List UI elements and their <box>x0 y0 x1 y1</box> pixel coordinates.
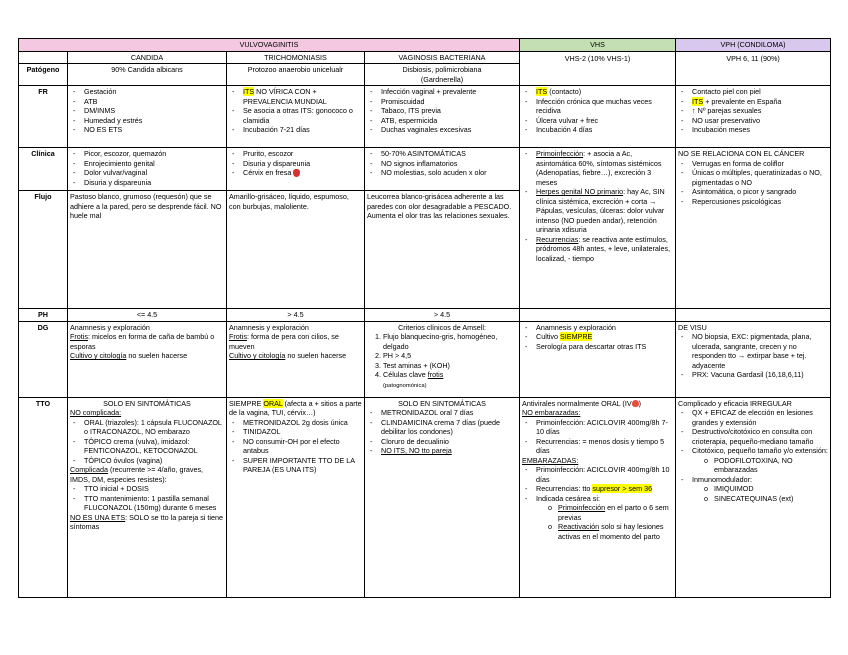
text: no suelen hacerse <box>285 351 347 360</box>
vb-flujo: Leucorrea blanco-grisácea adherente a las paredes con olor desagradable a PESCADO. Aumenta el olor tras las relaciones sexuales. <box>365 191 520 309</box>
label: Recurrencias <box>536 234 579 244</box>
tricho-ph: > 4.5 <box>227 309 365 322</box>
label: Frotis <box>229 332 247 341</box>
list-item: - DM/INMS <box>84 106 224 116</box>
candida-dg <box>68 321 227 397</box>
list-item: - Infección crónica que muchas veces recidiva <box>536 97 673 116</box>
text-line <box>229 351 362 361</box>
row-label-patogeno: Patógeno <box>19 64 68 86</box>
text: NO VÍRICA CON + PREVALENCIA MUNDIAL <box>243 87 327 106</box>
label: Frotis <box>70 332 88 341</box>
list-item: - Únicas o múltiples, queratinizadas o NO, pigmentadas o NO <box>692 168 828 187</box>
text: Células clave <box>383 370 428 379</box>
text: (afecta a + sitios a parte de la vagina, TUI, cérvix…) <box>229 398 362 417</box>
list-item: - Tabaco, ITS previa <box>381 106 517 116</box>
strawberry-icon <box>293 169 300 177</box>
list-item: 3. Test aminas + (KOH) <box>383 361 517 371</box>
list-item: 1. Flujo blanquecino-gris, homogéneo, delgado <box>383 332 517 351</box>
highlight: ITS <box>536 87 548 96</box>
text: Antivirales normalmente ORAL (IV <box>522 398 632 408</box>
text: (contacto) <box>547 87 582 96</box>
list-item: - TÓPICO óvulos (vagina) <box>84 456 224 466</box>
list-item: - Recurrencias: = menos dosis y tiempo 5 días <box>536 437 673 456</box>
vb-patogeno <box>365 64 520 86</box>
text: Cérvix en fresa <box>243 168 292 177</box>
row-label-dg: DG <box>19 321 68 397</box>
row-label-flujo: Flujo <box>19 191 68 309</box>
list-item <box>536 235 673 264</box>
text-line <box>229 332 362 351</box>
vb-ph: > 4.5 <box>365 309 520 322</box>
list-item: - Serología para descartar otras ITS <box>536 342 673 352</box>
summary-table <box>18 38 831 598</box>
list-item <box>383 370 517 390</box>
list-item: - 50-70% ASINTOMÁTICAS <box>381 149 517 159</box>
vhs-fr <box>520 86 676 148</box>
list-item: - METRONIDAZOL oral 7 días <box>381 408 517 418</box>
vb-patogeno-line1: Disbiosis, polimicrobiana <box>402 65 482 74</box>
text: SOLO EN SINTOMÁTICAS <box>103 398 191 408</box>
list-item <box>692 446 828 475</box>
text: : se reactiva ante estímulos, pródromos 48h antes, + leve, unilaterales, localizad, - tiempo <box>536 234 671 263</box>
text: Anamnesis y exploración <box>70 322 150 332</box>
tricho-fr <box>227 86 365 148</box>
vhs-tto <box>520 397 676 597</box>
list-item: - Gestación <box>84 87 224 97</box>
list-item: - NO molestias, solo acuden x olor <box>381 168 517 178</box>
vph-clinica-flujo <box>676 148 831 309</box>
text: : SOLO se tto la pareja si tiene síntomas <box>70 512 224 531</box>
text: Criterios clínicos de Amsell: <box>398 322 486 332</box>
label: Herpes genital NO primario <box>536 187 624 196</box>
vph-clinica-title: NO SE RELACIONA CON EL CÁNCER <box>678 149 805 158</box>
list-item: - Contacto piel con piel <box>692 87 828 97</box>
label: NO ES UNA ETS <box>70 512 126 522</box>
label: Cultivo y citología <box>229 351 286 360</box>
list-item <box>558 522 673 541</box>
highlight: ORAL <box>263 398 283 408</box>
row-label-clinica: Clínica <box>19 148 68 191</box>
vhs-patogeno: VHS-2 (10% VHS-1) <box>520 51 676 86</box>
header-trichomoniasis: TRICHOMONIASIS <box>227 51 365 64</box>
text: (patognomónica) <box>383 382 427 389</box>
text-line <box>522 399 673 409</box>
list-item <box>536 149 673 187</box>
list-item: - TÓPICO crema (vulva), imidazol: FENTICONAZOL, KETOCONAZOL <box>84 437 224 456</box>
list-item: - Humedad y estrés <box>84 116 224 126</box>
header-blank <box>19 51 68 64</box>
list-item: - Primoinfección: ACICLOVIR 400mg/8h 10 días <box>536 465 673 484</box>
list-item: - NO biopsia, EXC: pigmentada, plana, ulcerada, sangrante, crecen y no responden tto → extirpar base + tej. adyacente <box>692 332 828 370</box>
list-item: - Asintomática, o picor y sangrado <box>692 187 828 197</box>
vph-patogeno: VPH 6, 11 (90%) <box>676 51 831 86</box>
list-item: - NO consumir-OH por el efecto antabus <box>243 437 362 456</box>
list-item: - Incubación meses <box>692 125 828 135</box>
label: frotis <box>427 370 444 379</box>
text: NO complicada: <box>70 408 122 417</box>
list-item: - TINIDAZOL <box>243 427 362 437</box>
list-item <box>243 87 362 106</box>
list-item <box>558 503 673 522</box>
highlight: supresor > sem 36 <box>592 484 653 493</box>
text-line <box>229 399 362 418</box>
header-vaginosis: VAGINOSIS BACTERIANA <box>365 51 520 64</box>
label: Cultivo y citología <box>70 351 127 360</box>
tricho-dg <box>227 321 365 397</box>
list-item: - SUPER IMPORTANTE TTO DE LA PAREJA (ES UNA ITS) <box>243 456 362 475</box>
header-vph: VPH (CONDILOMA) <box>676 39 831 52</box>
list-item: - Prurito, escozor <box>243 149 362 159</box>
list-item: - Primoinfección: ACICLOVIR 400mg/8h 7-10 días <box>536 418 673 437</box>
text: Cultivo <box>536 332 560 341</box>
text: Recurrencias: tto <box>536 484 593 493</box>
label: Primoinfección <box>536 149 584 158</box>
vph-dg <box>676 321 831 397</box>
text: ) <box>638 398 642 408</box>
highlight: ITS <box>243 87 255 96</box>
list-item: o IMIQUIMOD <box>714 484 828 494</box>
list-item: - ATB, espermicida <box>381 116 517 126</box>
list-item: o SINECATEQUINAS (ext) <box>714 494 828 504</box>
list-item <box>536 484 673 494</box>
list-item <box>536 187 673 235</box>
vb-dg <box>365 321 520 397</box>
highlight: SIEMPRE <box>560 332 593 341</box>
list-item: - Enrojecimiento genital <box>84 159 224 169</box>
list-item: - Disuria y dispareunia <box>243 159 362 169</box>
list-item: - QX + EFICAZ de elección en lesiones grandes y extensión <box>692 408 828 427</box>
candida-tto <box>68 397 227 597</box>
candida-flujo: Pastoso blanco, grumoso (requesón) que se adhiere a la pared, pero se desprende fácil. NO huele mal <box>68 191 227 309</box>
list-item: - Disuria y dispareunia <box>84 178 224 188</box>
list-item: - CLINDAMICINA crema 7 días (puede debilitar los condones) <box>381 418 517 437</box>
list-item <box>692 475 828 504</box>
text: NO embarazadas: <box>522 408 581 417</box>
text: + prevalente en España <box>703 96 782 106</box>
list-item: - Anamnesis y exploración <box>536 323 673 333</box>
list-item: - TTO inicial + DOSIS <box>84 484 224 494</box>
text: Anamnesis y exploración <box>229 322 309 332</box>
text-line <box>70 351 224 361</box>
header-vhs: VHS <box>520 39 676 52</box>
text: EMBARAZADAS: <box>522 455 579 465</box>
list-item: - NO signos inflamatorios <box>381 159 517 169</box>
text: (recurrente >= 4/año, graves, IMDS, DM, especies resistes): <box>70 465 204 484</box>
tricho-tto <box>227 397 365 597</box>
row-label-ph: PH <box>19 309 68 322</box>
candida-ph: <= 4.5 <box>68 309 227 322</box>
list-item: - ORAL (triazoles): 1 cápsula FLUCONAZOL o ITRACONAZOL, NO embarazo <box>84 418 224 437</box>
list-item: 2. PH > 4,5 <box>383 351 517 361</box>
text: Citotóxico, pequeño tamaño y/o extensión: <box>692 446 828 455</box>
text: : forma de pera con cilios, se mueven <box>229 332 339 351</box>
text: DE VISU <box>678 322 707 332</box>
list-item: - Promiscuidad <box>381 97 517 107</box>
vb-fr <box>365 86 520 148</box>
text: : hay Ac, SIN clínica sistémica, excreción + corta → Pápulas, vesículas, úlceras: dolor vulvar intenso (NO pueden andar), retención urinaria xdisuria <box>536 187 665 234</box>
text: Complicado y eficacia IRREGULAR <box>678 398 792 408</box>
candida-patogeno: 90% Candida albicans <box>68 64 227 86</box>
candida-fr <box>68 86 227 148</box>
text: en el parto o 6 sem previas <box>558 503 669 522</box>
vhs-ph <box>520 309 676 322</box>
list-item: - Infección vaginal + prevalente <box>381 87 517 97</box>
row-label-fr: FR <box>19 86 68 148</box>
header-vulvovaginitis: VULVOVAGINITIS <box>19 39 520 52</box>
row-label-tto: TTO <box>19 397 68 597</box>
vph-ph <box>676 309 831 322</box>
vhs-dg <box>520 321 676 397</box>
list-item <box>536 332 673 342</box>
list-item: - Verrugas en forma de coliflor <box>692 159 828 169</box>
text: SOLO EN SINTOMÁTICAS <box>398 398 486 408</box>
highlight: ITS <box>692 96 704 106</box>
list-item: - Incubación 4 días <box>536 125 673 135</box>
list-item: - Duchas vaginales excesivas <box>381 125 517 135</box>
vph-fr <box>676 86 831 148</box>
list-item: - Destructivo/citotóxico en consulta con crioterapia, pequeño-mediano tamaño <box>692 427 828 446</box>
list-item: - Úlcera vulvar + frec <box>536 116 673 126</box>
list-item <box>692 97 828 107</box>
tricho-clinica <box>227 148 365 191</box>
text: NO ITS, NO tto pareja <box>381 446 452 455</box>
label: Primoinfección <box>558 503 606 512</box>
vph-tto <box>676 397 831 597</box>
list-item: o PODOFILOTOXINA, NO embarazadas <box>714 456 828 475</box>
list-item <box>243 168 362 178</box>
list-item <box>536 87 673 97</box>
text: Indicada cesárea si: <box>536 493 600 503</box>
vb-tto <box>365 397 520 597</box>
vb-clinica <box>365 148 520 191</box>
list-item <box>381 446 517 456</box>
text: : micelos en forma de caña de bambú o esporas <box>70 332 215 351</box>
text: solo si hay lesiones activas en el momento del parto <box>558 522 664 541</box>
text-line <box>70 513 224 532</box>
list-item: - Picor, escozor, quemazón <box>84 149 224 159</box>
list-item: - Cloruro de decualinio <box>381 437 517 447</box>
text: no suelen hacerse <box>126 351 188 360</box>
text: : + asocia a Ac, asintomática 60%, síntomas sistémicos (Adenopatías, fiebre…), excreción 3 meses <box>536 149 662 187</box>
text-line <box>70 465 224 484</box>
vb-patogeno-line2: (Gardnerella) <box>420 74 464 84</box>
label: Complicada <box>70 465 108 474</box>
header-candida: CANDIDA <box>68 51 227 64</box>
list-item: - Se asocia a otras ITS: gonococo o clamidia <box>243 106 362 125</box>
list-item: - PRX: Vacuna Gardasil (16,18,6,11) <box>692 370 828 380</box>
candida-clinica <box>68 148 227 191</box>
text-line <box>70 332 224 351</box>
list-item: - NO ES ETS <box>84 125 224 135</box>
list-item: - NO usar preservativo <box>692 116 828 126</box>
tricho-patogeno: Protozoo anaerobio unicelualr <box>227 64 365 86</box>
list-item: - Repercusiones psicológicas <box>692 197 828 207</box>
tricho-flujo: Amarillo-grisáceo, líquido, espumoso, con burbujas, maloliente. <box>227 191 365 309</box>
list-item: - TTO mantenimiento: 1 pastilla semanal FLUCONAZOL (150mg) durante 6 meses <box>84 494 224 513</box>
list-item <box>536 494 673 542</box>
text: SIEMPRE <box>229 398 264 408</box>
heart-icon <box>632 398 642 408</box>
list-item: - Incubación 7-21 días <box>243 125 362 135</box>
text: Inmunomodulador: <box>692 474 752 484</box>
list-item: - Dolor vulvar/vaginal <box>84 168 224 178</box>
vhs-clinica-flujo <box>520 148 676 309</box>
list-item: - ↑ Nº parejas sexuales <box>692 106 828 116</box>
list-item: - ATB <box>84 97 224 107</box>
list-item: - METRONIDAZOL 2g dosis única <box>243 418 362 428</box>
label: Reactivación <box>558 522 600 531</box>
